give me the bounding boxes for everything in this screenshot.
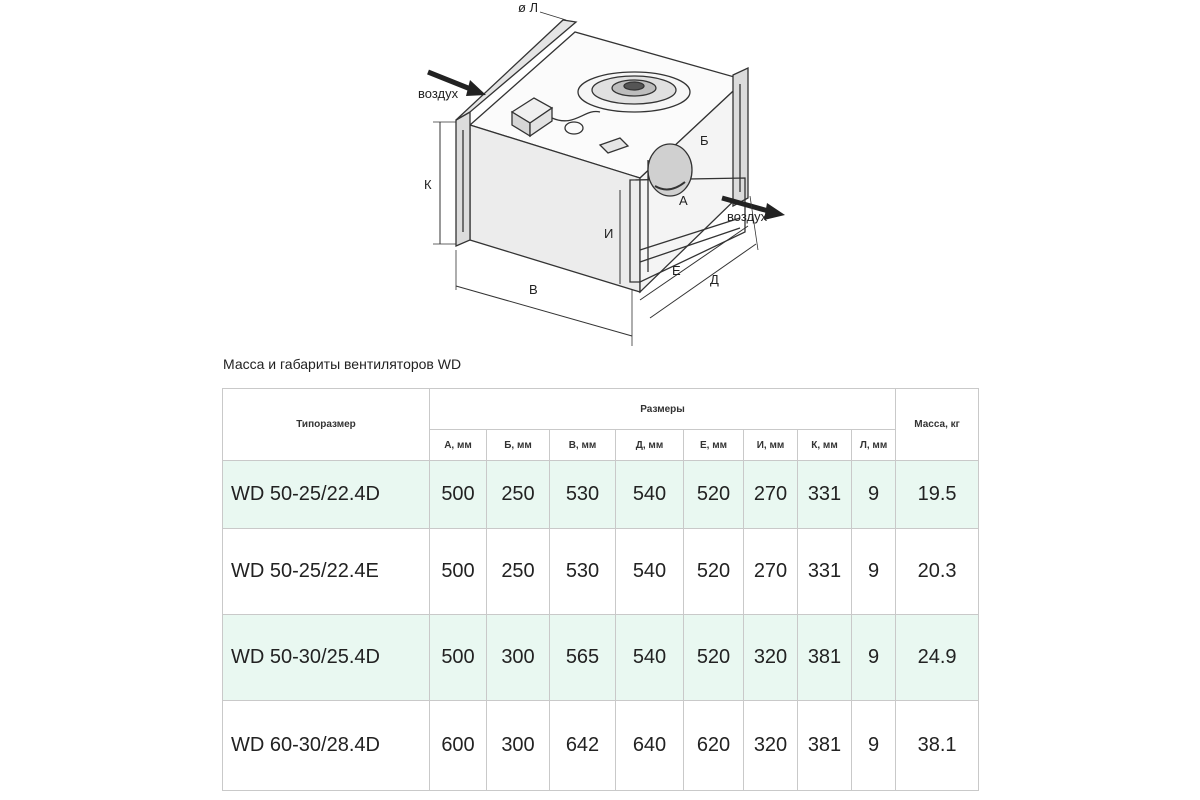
label-diameter: ø Л [518, 0, 539, 15]
cell-value: 600 [430, 701, 487, 791]
cell-value: 530 [550, 529, 616, 615]
header-dim: И, мм [744, 430, 798, 461]
cell-value: 381 [798, 701, 852, 791]
cell-value: 9 [852, 529, 896, 615]
specs-table [222, 388, 979, 791]
cell-value: 565 [550, 615, 616, 701]
cell-value: 500 [430, 615, 487, 701]
header-mass: Масса, кг [896, 389, 979, 461]
label-e: Е [672, 263, 681, 278]
cell-value: 520 [684, 529, 744, 615]
cell-value: 270 [744, 529, 798, 615]
label-air-out: воздух [727, 209, 768, 224]
cell-value: 270 [744, 461, 798, 529]
cell-value: 331 [798, 529, 852, 615]
label-air-in: воздух [418, 86, 459, 101]
cell-mass: 24.9 [896, 615, 979, 701]
header-dimensions: Размеры [430, 389, 896, 430]
cell-value: 9 [852, 701, 896, 791]
label-a: А [679, 193, 688, 208]
table-row [223, 701, 979, 791]
cell-value: 300 [487, 615, 550, 701]
cell-mass: 20.3 [896, 529, 979, 615]
header-type: Типоразмер [223, 389, 430, 461]
header-dim: А, мм [430, 430, 487, 461]
cell-model: WD 60-30/28.4D [223, 701, 430, 791]
cell-value: 540 [616, 615, 684, 701]
cell-value: 642 [550, 701, 616, 791]
cell-model: WD 50-25/22.4D [223, 461, 430, 529]
cell-value: 500 [430, 529, 487, 615]
cell-value: 331 [798, 461, 852, 529]
header-dim: К, мм [798, 430, 852, 461]
cell-value: 9 [852, 615, 896, 701]
table-row [223, 529, 979, 615]
label-b: Б [700, 133, 709, 148]
label-d: Д [710, 272, 719, 287]
label-i: И [604, 226, 614, 241]
cell-mass: 19.5 [896, 461, 979, 529]
cell-value: 640 [616, 701, 684, 791]
cell-model: WD 50-30/25.4D [223, 615, 430, 701]
cell-value: 520 [684, 615, 744, 701]
cell-value: 250 [487, 529, 550, 615]
header-dim: Е, мм [684, 430, 744, 461]
cell-value: 530 [550, 461, 616, 529]
label-v: В [529, 282, 538, 297]
cell-value: 320 [744, 701, 798, 791]
table-row [223, 615, 979, 701]
cell-value: 620 [684, 701, 744, 791]
table-row [223, 461, 979, 529]
cell-value: 9 [852, 461, 896, 529]
header-dim: Б, мм [487, 430, 550, 461]
table-caption: Масса и габариты вентиляторов WD [223, 356, 462, 372]
cell-value: 250 [487, 461, 550, 529]
fan-technical-drawing [0, 0, 1200, 360]
header-dim: В, мм [550, 430, 616, 461]
label-k: К [424, 177, 432, 192]
cell-value: 540 [616, 529, 684, 615]
cell-value: 320 [744, 615, 798, 701]
cell-value: 540 [616, 461, 684, 529]
cell-value: 300 [487, 701, 550, 791]
cell-value: 500 [430, 461, 487, 529]
cell-value: 381 [798, 615, 852, 701]
header-dim: Д, мм [616, 430, 684, 461]
header-dim: Л, мм [852, 430, 896, 461]
cell-mass: 38.1 [896, 701, 979, 791]
cell-value: 520 [684, 461, 744, 529]
cell-model: WD 50-25/22.4E [223, 529, 430, 615]
